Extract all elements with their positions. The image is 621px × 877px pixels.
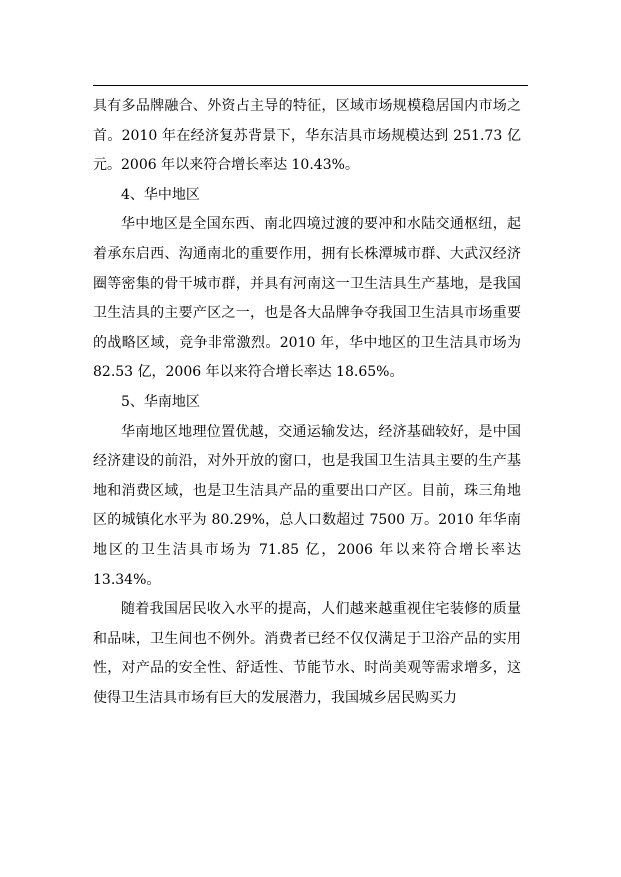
paragraph-east-china-continuation: 具有多品牌融合、外资占主导的特征，区域市场规模稳居国内市场之首。2010 年在经济复苏背景下，华东洁具市场规模达到 251.73 亿元。2006 年以来符合增长率达 10.43%。	[93, 98, 521, 174]
document-body	[93, 92, 521, 713]
section-heading-central-china: 4、华中地区	[121, 186, 200, 203]
paragraph-south-china: 华南地区地理位置优越，交通运输发达，经济基础较好，是中国经济建设的前沿，对外开放的窗口，也是我国卫生洁具主要的生产基地和消费区域，也是卫生洁具产品的重要出口产区。目前，珠三角地区的城镇化水平为 80.29%，总人口数超过 7500 万。2010 年华南地区的卫生洁具市场为 71.85 亿，2006 年以来符合增长率达 13.34%。	[93, 423, 521, 588]
header-rule	[93, 85, 528, 86]
paragraph-market-potential: 随着我国居民收入水平的提高，人们越来越重视住宅装修的质量和品味，卫生间也不例外。消费者已经不仅仅满足于卫浴产品的实用性，对产品的安全性、舒适性、节能节水、时尚美观等需求增多，这使得卫生洁具市场有巨大的发展潜力，我国城乡居民购买力	[93, 601, 521, 706]
section-heading-south-china: 5、华南地区	[121, 393, 200, 410]
paragraph-central-china: 华中地区是全国东西、南北四境过渡的要冲和水陆交通枢纽，起着承东启西、沟通南北的重要作用，拥有长株潭城市群、大武汉经济圈等密集的骨干城市群，并具有河南这一卫生洁具生产基地，是我国卫生洁具的主要产区之一，也是各大品牌争夺我国卫生洁具市场重要的战略区域，竞争非常激烈。2010 年，华中地区的卫生洁具市场为 82.53 亿，2006 年以来符合增长率达 18.65%。	[93, 216, 521, 381]
